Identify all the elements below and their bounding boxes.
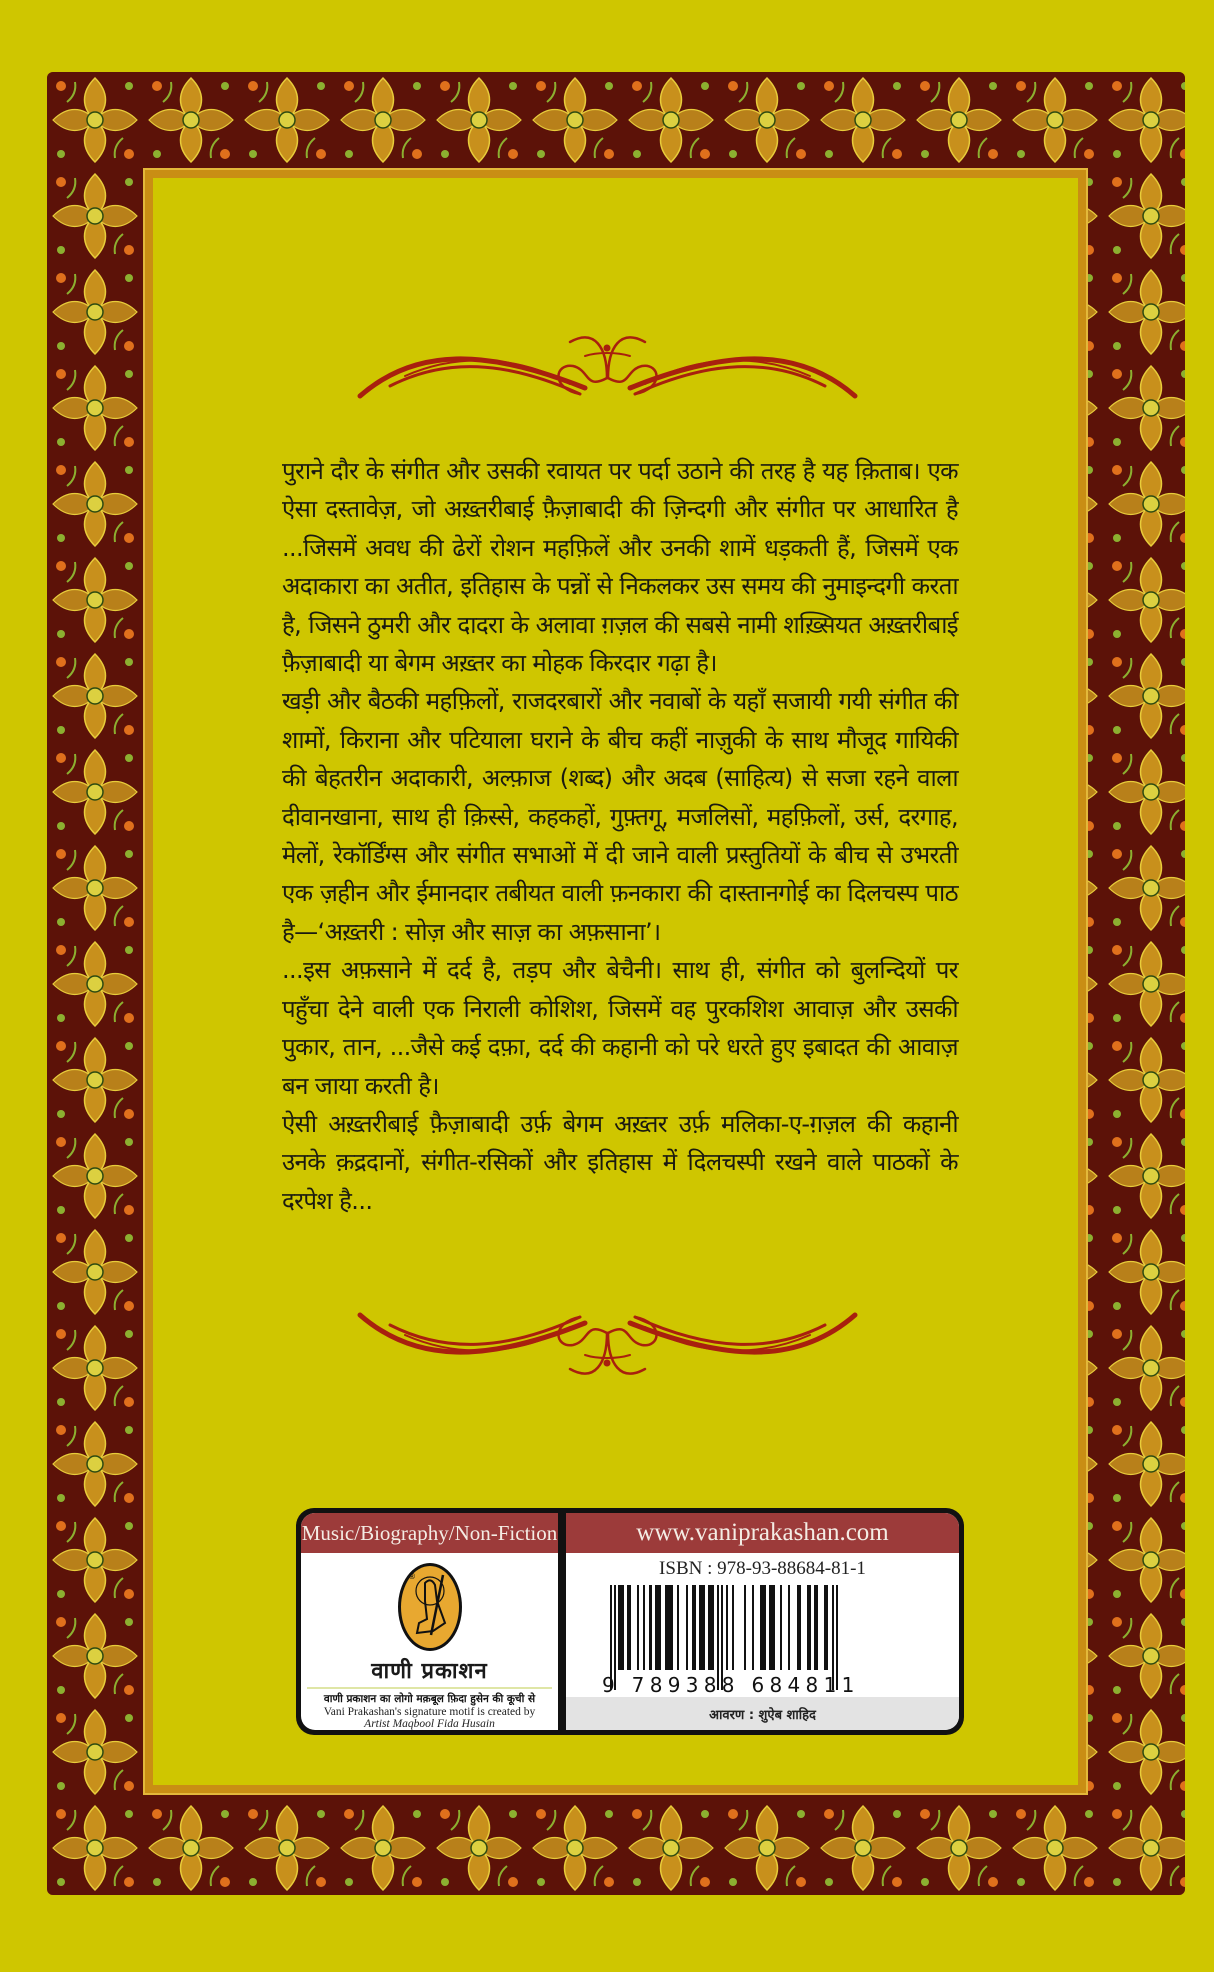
flourish-ornament-icon: [345, 328, 870, 406]
divider: [307, 1687, 552, 1689]
logo-artist: Artist Maqbool Fida Husain: [364, 1718, 495, 1730]
cover-design-credit: आवरण : शुऐब शाहिद: [566, 1697, 959, 1730]
website-link[interactable]: www.vaniprakashan.com: [566, 1513, 959, 1553]
back-cover-blurb: [282, 452, 958, 1220]
isbn-panel: [566, 1513, 959, 1730]
vani-prakashan-logo-icon: [395, 1561, 465, 1653]
blurb-paragraph: पुराने दौर के संगीत और उसकी रवायत पर पर्दा उठाने की तरह है यह क़िताब। एक ऐसा दस्तावेज़, जो अख़्तरीबाई फ़ैज़ाबादी की ज़िन्दगी और संगीत पर आधारित है ...जिसमें अवध की ढेरों रोशन महफ़िलें और उनकी शामें धड़कती हैं, जिसमें एक अदाकारा का अतीत, इतिहास के पन्नों से निकलकर उस समय की नुमाइन्दगी करता है, जिसने ठुमरी और दादरा के अलावा ग़ज़ल की सबसे नामी शख़्सियत अख़्तरीबाई फ़ैज़ाबादी या बेगम अख़्तर का मोहक किरदार गढ़ा है।: [282, 457, 958, 678]
logo-credit-english: Vani Prakashan's signature motif is created by: [323, 1706, 536, 1718]
blurb-paragraph: ऐसी अख़्तरीबाई फ़ैज़ाबादी उर्फ़ बेगम अख़्तर उर्फ़ मलिका-ए-ग़ज़ल की कहानी उनके क़द्रदानों, संगीत-रसिकों और इतिहास में दिलचस्पी रखने वाले पाठकों के दरपेश है...: [282, 1109, 958, 1215]
barcode-digits: 9 789388 684811: [602, 1673, 860, 1697]
flourish-ornament-icon: [345, 1305, 870, 1383]
blurb-paragraph: ...इस अफ़साने में दर्द है, तड़प और बेचैनी। साथ ही, संगीत को बुलन्दियों पर पहुँचा देने वाली एक निराली कोशिश, जिसमें वह पुरकशिश आवाज़ और उसकी पुकार, तान, ...जैसे कई दफ़ा, दर्द की कहानी को परे धरते हुए इबादत की आवाज़ बन जाया करती है।: [282, 956, 958, 1100]
logo-credit-hindi: वाणी प्रकाशन का लोगो मक़बूल फ़िदा हुसेन की कूची से: [323, 1693, 536, 1705]
isbn-number: ISBN : 978-93-88684-81-1: [659, 1558, 866, 1579]
blurb-paragraph: खड़ी और बैठकी महफ़िलों, राजदरबारों और नवाबों के यहाँ सजायी गयी संगीत की शामों, किराना और पटियाला घराने के बीच कहीं नाज़ुकी के साथ मौजूद गायिकी की बेहतरीन अदाकारी, अल्फ़ाज (शब्द) और अदब (साहित्य) से सजा रहने वाला दीवानखाना, साथ ही क़िस्से, कहकहों, गुफ़्तगू, मजलिसों, महफ़िलों, उर्स, दरगाह, मेलों, रेकॉर्डिंग्स और संगीत सभाओं में दी जाने वाली प्रस्तुतियों के बीच से उभरती एक ज़हीन और ईमानदार तबीयत वाली फ़नकारा की दास्तानगोई का दिलचस्प पाठ है—‘अख़्तरी : सोज़ और साज़ का अफ़साना’।: [282, 687, 958, 946]
category-label: Music/Biography/Non-Fiction: [301, 1513, 558, 1553]
publisher-name: वाणी प्रकाशन: [371, 1659, 488, 1684]
publisher-panel: [301, 1513, 558, 1730]
svg-text:®: ®: [407, 1572, 416, 1581]
publisher-isbn-label: [296, 1508, 964, 1735]
